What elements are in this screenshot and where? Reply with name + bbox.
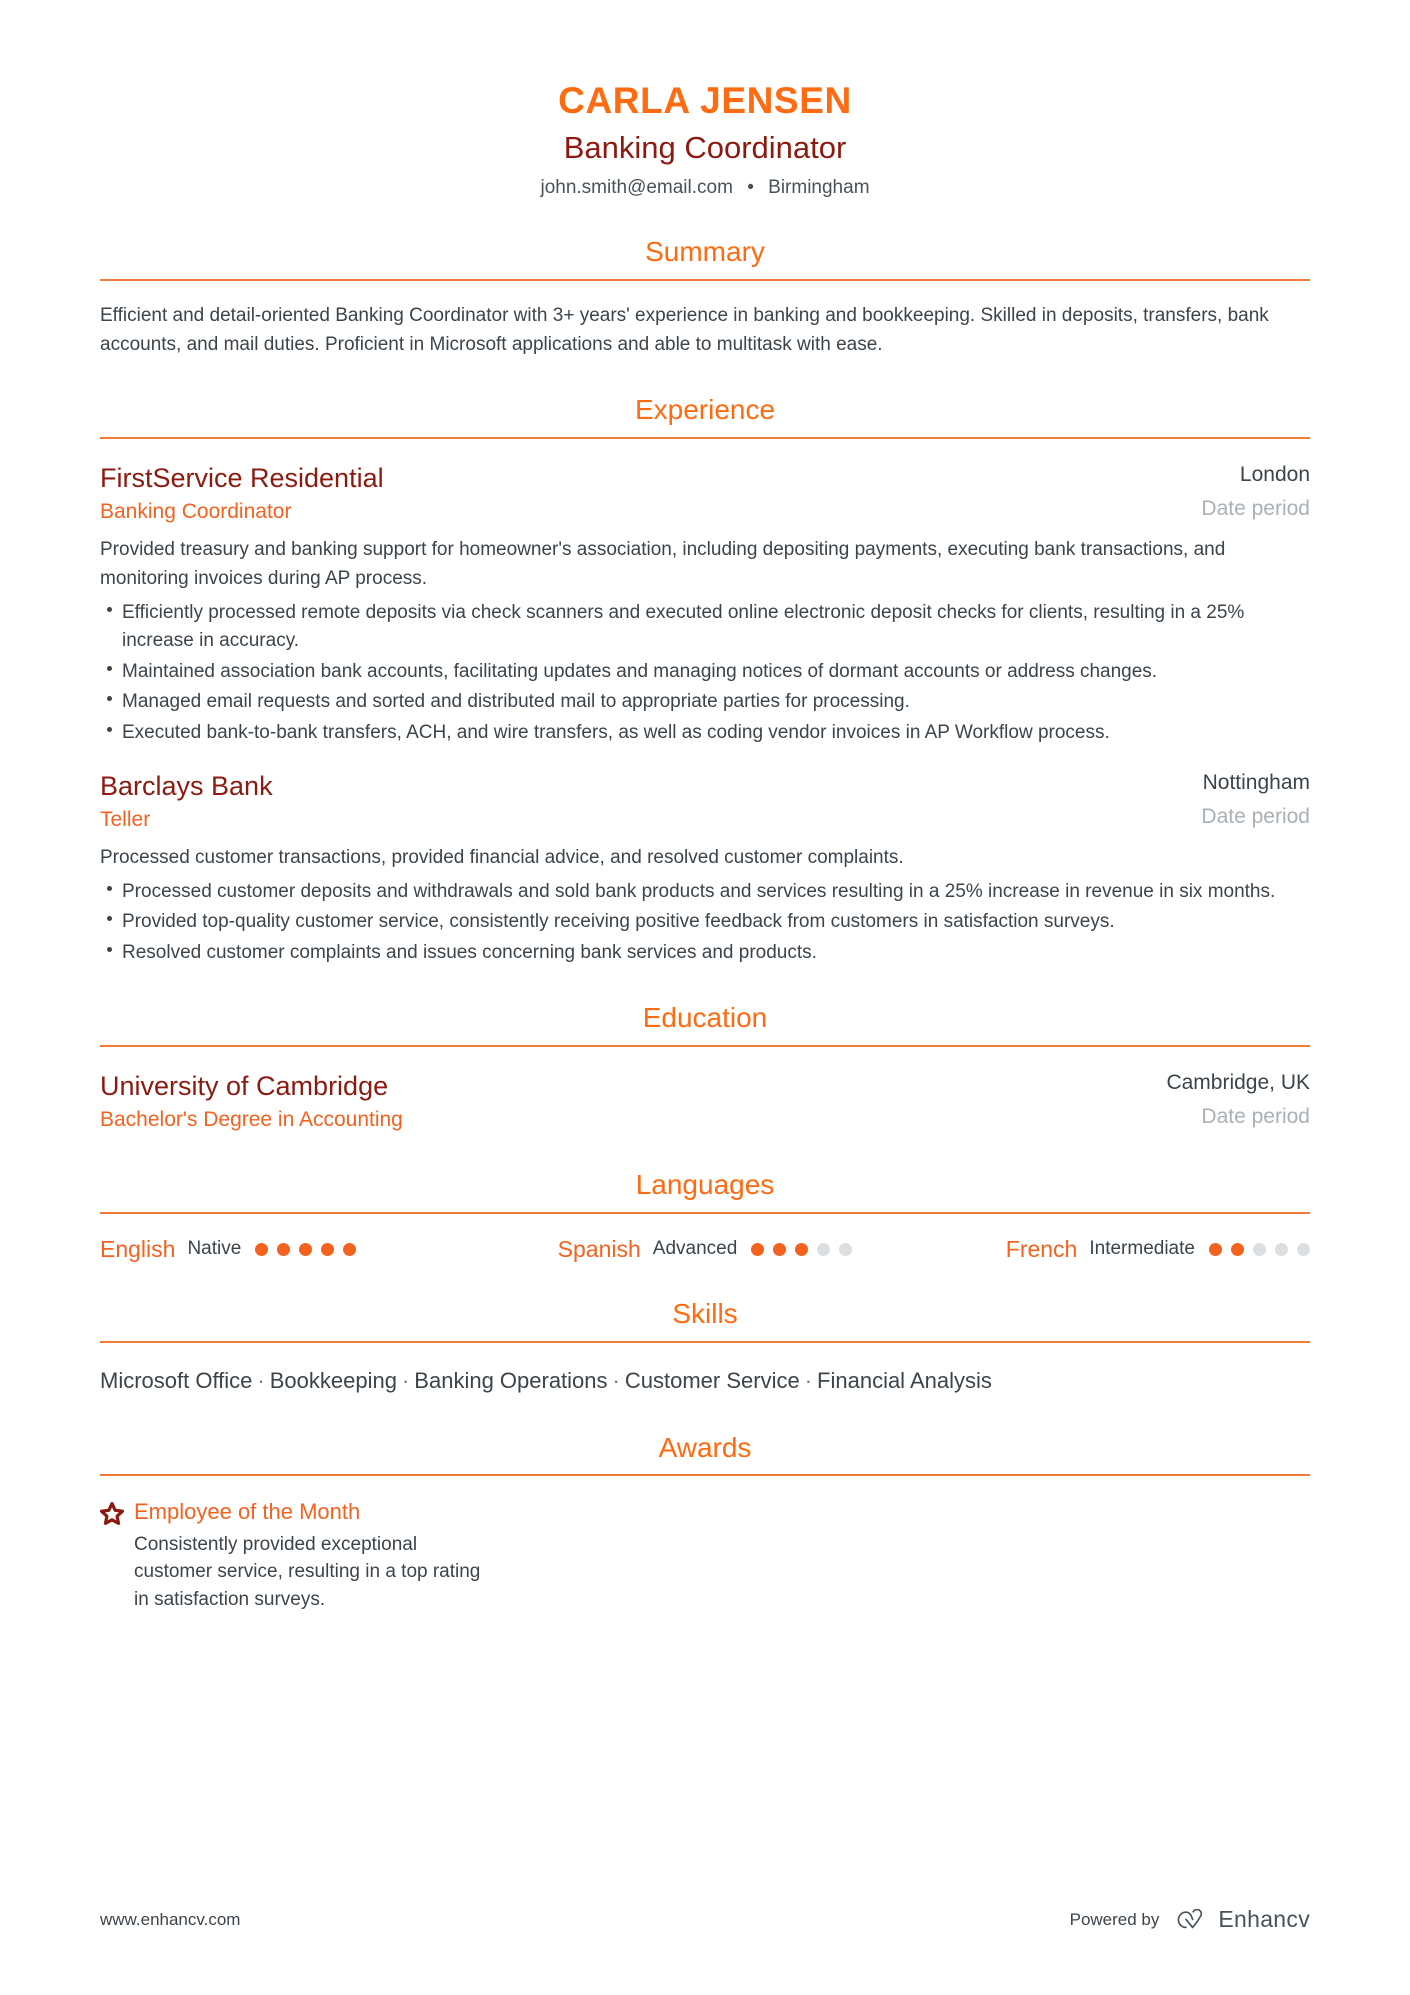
rating-dot-filled (343, 1243, 356, 1256)
language-rating-dots (751, 1243, 852, 1256)
list-item: Resolved customer complaints and issues concerning bank services and products. (100, 939, 1310, 968)
experience-location: Nottingham (1202, 771, 1310, 795)
rating-dot-filled (773, 1243, 786, 1256)
experience-bullet-list (100, 878, 1310, 968)
summary-text: Efficient and detail-oriented Banking Coordinator with 3+ years' experience in banking and bookkeeping. Skilled in deposits, transfers, bank accounts, and mail duties. Proficient in Microsoft applications and able to multitask with ease. (100, 304, 1269, 356)
section-education (100, 1001, 1310, 1133)
rating-dot-filled (795, 1243, 808, 1256)
section-experience (100, 393, 1310, 967)
languages-row (100, 1236, 1310, 1264)
experience-entry (100, 769, 1310, 967)
star-icon (100, 1502, 124, 1526)
education-school: University of Cambridge (100, 1071, 389, 1102)
entry-right (1142, 1069, 1310, 1132)
experience-company: Barclays Bank (100, 771, 273, 802)
resume-header (100, 0, 1310, 201)
section-divider (100, 1474, 1310, 1476)
section-languages (100, 1168, 1310, 1263)
skill-item: Customer Service (624, 1367, 800, 1393)
experience-role: Banking Coordinator (100, 499, 292, 523)
page-footer (100, 1906, 1310, 1933)
experience-description: Processed customer transactions, provided financial advice, and resolved customer complaints. (100, 847, 904, 869)
section-title-education: Education (642, 1002, 768, 1034)
award-body (134, 1498, 499, 1613)
awards-grid (100, 1498, 1310, 1613)
section-awards (100, 1431, 1310, 1614)
rating-dot-filled (1231, 1243, 1244, 1256)
experience-date: Date period (1201, 497, 1310, 521)
contact-location: Birmingham (768, 177, 870, 199)
section-title-skills: Skills (672, 1298, 738, 1330)
section-summary (100, 235, 1310, 359)
language-name: French (1005, 1235, 1078, 1262)
section-title-languages: Languages (635, 1168, 775, 1200)
entry-left (100, 1069, 1142, 1134)
contact-email[interactable]: john.smith@email.com (540, 177, 733, 199)
rating-dot-filled (321, 1243, 334, 1256)
contact-line (100, 176, 1310, 201)
section-title-experience: Experience (634, 394, 776, 426)
experience-company: FirstService Residential (100, 463, 384, 494)
list-item: Efficiently processed remote deposits via check scanners and executed online electronic deposit checks for clients, resulting in a 25% increase in accuracy. (100, 599, 1310, 656)
brand-name: Enhancv (1218, 1906, 1310, 1932)
rating-dot-empty (1297, 1243, 1310, 1256)
list-item: Maintained association bank accounts, facilitating updates and managing notices of dormant accounts or address changes. (100, 658, 1310, 687)
section-divider (100, 437, 1310, 439)
rating-dot-empty (817, 1243, 830, 1256)
skill-item: Bookkeeping (269, 1367, 397, 1393)
section-divider (100, 279, 1310, 281)
list-item: Provided top-quality customer service, consistently receiving positive feedback from customers in satisfaction surveys. (100, 908, 1310, 937)
language-level: Native (187, 1237, 242, 1259)
entry-right (1177, 461, 1310, 524)
language-item-spanish (503, 1236, 906, 1264)
award-item (100, 1498, 499, 1613)
list-item: Managed email requests and sorted and distributed mail to appropriate parties for processing. (100, 688, 1310, 717)
skill-item: Financial Analysis (817, 1367, 992, 1393)
entry-left (100, 461, 1177, 526)
section-title-summary: Summary (645, 235, 765, 267)
powered-by-label: Powered by (1069, 1909, 1160, 1929)
rating-dot-empty (1253, 1243, 1266, 1256)
skill-separator: · (804, 1367, 813, 1393)
section-skills (100, 1297, 1310, 1396)
experience-location: London (1239, 463, 1310, 487)
rating-dot-filled (277, 1243, 290, 1256)
language-item-english (100, 1236, 503, 1264)
section-divider (100, 1045, 1310, 1047)
skill-item: Banking Operations (414, 1367, 608, 1393)
education-degree: Bachelor's Degree in Accounting (100, 1107, 403, 1131)
education-date: Date period (1201, 1105, 1310, 1129)
skill-separator: · (401, 1367, 410, 1393)
language-level: Intermediate (1089, 1237, 1195, 1259)
entry-header (100, 769, 1310, 834)
education-location: Cambridge, UK (1166, 1071, 1310, 1095)
language-name: Spanish (557, 1235, 641, 1262)
list-item: Processed customer deposits and withdrawals and sold bank products and services resulting in a 25% increase in revenue in six months. (100, 878, 1310, 907)
experience-entry (100, 461, 1310, 747)
skill-separator: · (612, 1367, 620, 1393)
language-level: Advanced (652, 1237, 738, 1259)
language-rating-dots (255, 1243, 356, 1256)
language-item-french (907, 1236, 1310, 1264)
language-name: English (100, 1235, 176, 1262)
candidate-name: CARLA JENSEN (558, 80, 852, 121)
rating-dot-filled (1209, 1243, 1222, 1256)
entry-header (100, 1069, 1310, 1134)
rating-dot-filled (255, 1243, 268, 1256)
entry-right (1177, 769, 1310, 832)
award-title: Employee of the Month (134, 1499, 361, 1525)
section-title-awards: Awards (658, 1431, 752, 1463)
experience-description: Provided treasury and banking support for homeowner's association, including depositing payments, executing bank transactions, and monitoring invoices during AP process. (100, 538, 1226, 589)
education-entry (100, 1069, 1310, 1134)
rating-dot-empty (1275, 1243, 1288, 1256)
skill-item: Microsoft Office (100, 1367, 253, 1393)
section-divider (100, 1212, 1310, 1214)
experience-bullet-list (100, 599, 1310, 748)
entry-header (100, 461, 1310, 526)
enhancv-cv-logo-icon (1175, 1909, 1209, 1931)
footer-branding (1070, 1906, 1310, 1933)
experience-date: Date period (1201, 805, 1310, 829)
language-rating-dots (1209, 1243, 1310, 1256)
rating-dot-empty (839, 1243, 852, 1256)
contact-separator: • (747, 177, 754, 199)
award-description: Consistently provided exceptional customer service, resulting in a top rating in satisfaction surveys. (134, 1533, 481, 1610)
experience-role: Teller (100, 807, 151, 831)
rating-dot-filled (299, 1243, 312, 1256)
footer-url[interactable]: www.enhancv.com (100, 1909, 241, 1929)
rating-dot-filled (751, 1243, 764, 1256)
entry-left (100, 769, 1177, 834)
skill-separator: · (257, 1367, 265, 1393)
section-divider (100, 1341, 1310, 1343)
list-item: Executed bank-to-bank transfers, ACH, and wire transfers, as well as coding vendor invoices in AP Workflow process. (100, 719, 1310, 748)
candidate-job-title: Banking Coordinator (563, 129, 847, 165)
skills-list (100, 1365, 1310, 1397)
